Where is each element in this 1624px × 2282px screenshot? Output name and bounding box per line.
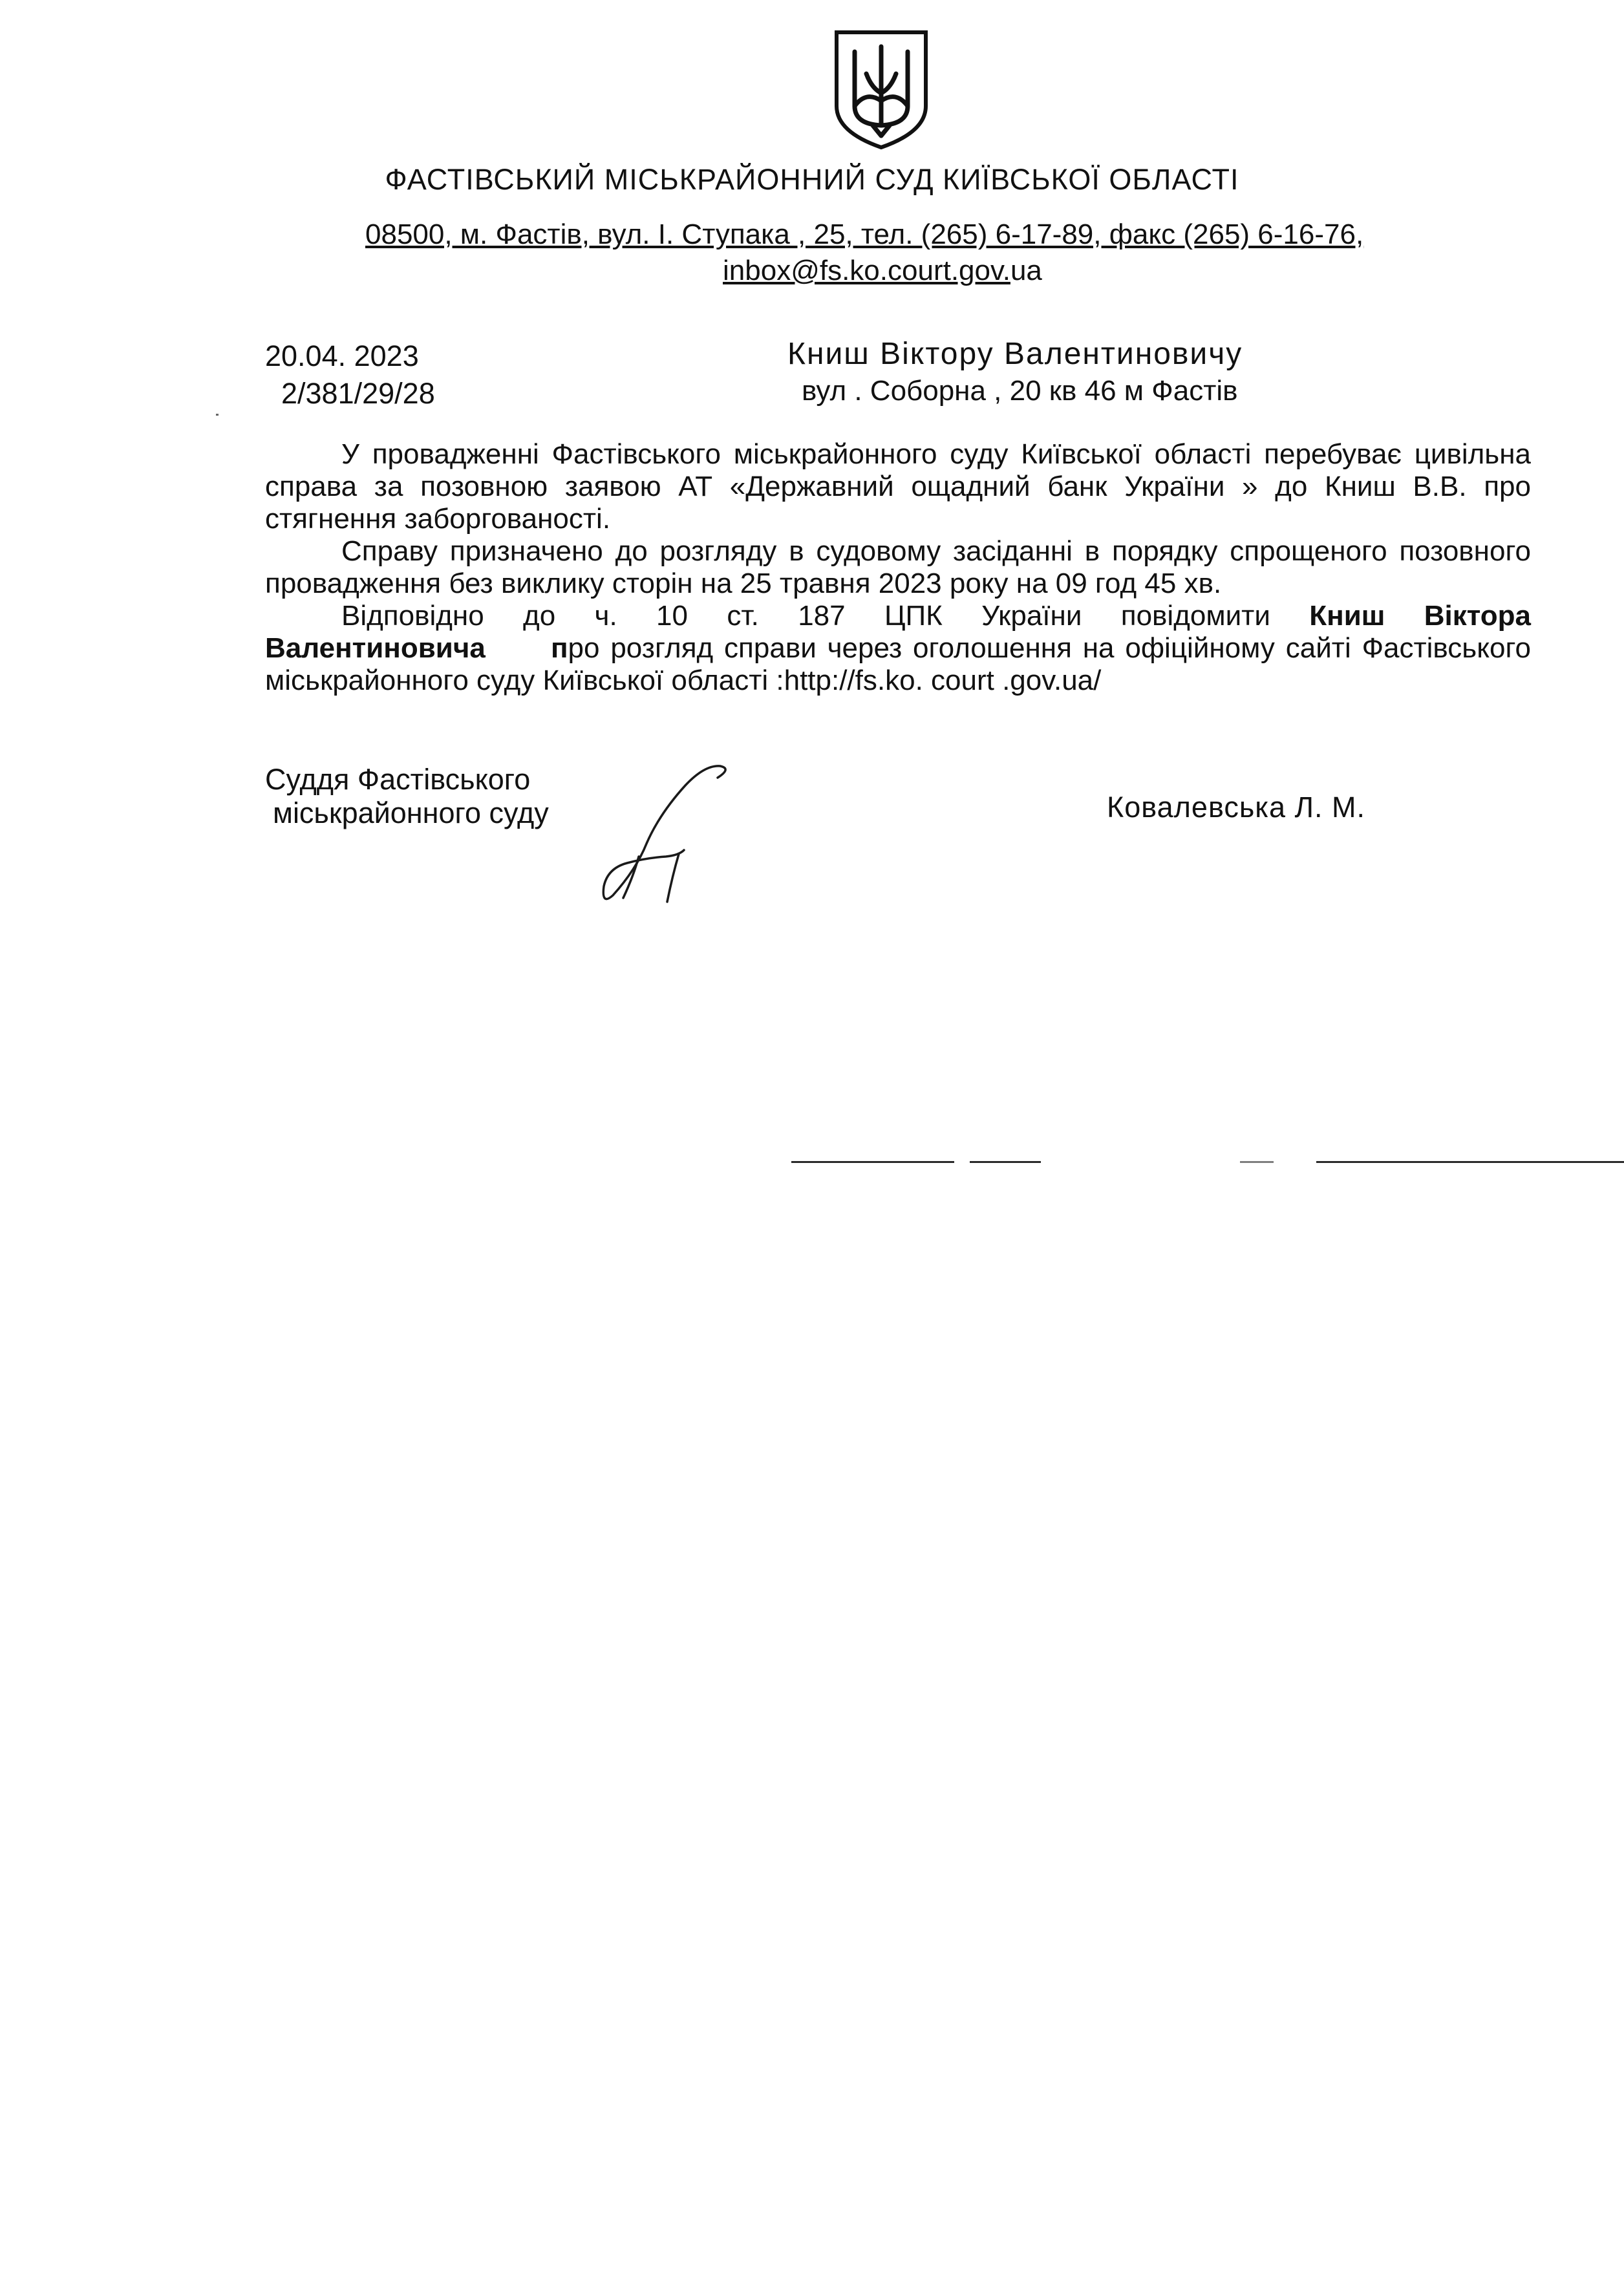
letter-date: 20.04. 2023	[265, 339, 419, 372]
addressee-address: вул . Соборна , 20 кв 46 м Фастів	[802, 375, 1238, 407]
paragraph-proceedings: У провадженні Фастівського міськрайонного суду Київської області перебуває цивільна справа за позовною заявою АТ «Державний ощадний банк України » до Книш В.В. про стягнення заборгованості.	[265, 438, 1531, 535]
notice-bold-letter: п	[550, 632, 568, 664]
court-address: 08500, м. Фастів, вул. І. Ступака , 25, тел. (265) 6-17-89, факс (265) 6-16-76,	[365, 219, 1364, 250]
scan-speck	[216, 414, 219, 416]
handwritten-signature	[582, 760, 737, 908]
scan-artifact-line	[1316, 1161, 1624, 1163]
court-name: ФАСТІВСЬКИЙ МІСЬКРАЙОННИЙ СУД КИЇВСЬКОЇ ОБЛАСТІ	[385, 163, 1239, 196]
court-email-link[interactable]: inbox@fs.ko.court.gov.	[723, 255, 1010, 286]
notice-intro: Відповідно до ч. 10 ст. 187 ЦПК України повідомити	[341, 600, 1270, 632]
notice-defendant-name: Книш Віктора Валентиновича	[265, 600, 1531, 664]
judge-title	[265, 763, 549, 830]
judge-title-line2: міськрайонного суду	[273, 796, 549, 829]
addressee-name: Книш Віктору Валентиновичу	[787, 337, 1243, 371]
scan-artifact-line	[970, 1161, 1041, 1163]
court-email	[723, 255, 1042, 287]
paragraph-hearing: Справу призначено до розгляду в судовому засіданні в порядку спрощеного позовного провадження без виклику сторін на 25 травня 2023 року на 09 год 45 хв.	[265, 535, 1531, 599]
letter-reference: 2/381/29/28	[281, 377, 435, 410]
scan-artifact-line	[791, 1161, 954, 1163]
scan-artifact-line	[1240, 1161, 1274, 1163]
court-email-tail: ua	[1010, 255, 1042, 286]
notice-rest: ро розгляд справи через оголошення на офіційному сайті Фастівського міськрайонного суду Київської області :http://fs.ko. court .gov.ua/	[265, 632, 1532, 696]
letter-body	[265, 438, 1531, 697]
judge-name: Ковалевська Л. М.	[1107, 791, 1366, 824]
coat-of-arms-icon	[833, 28, 930, 151]
judge-title-line1: Суддя Фастівського	[265, 763, 531, 796]
paragraph-notice	[265, 600, 1531, 697]
